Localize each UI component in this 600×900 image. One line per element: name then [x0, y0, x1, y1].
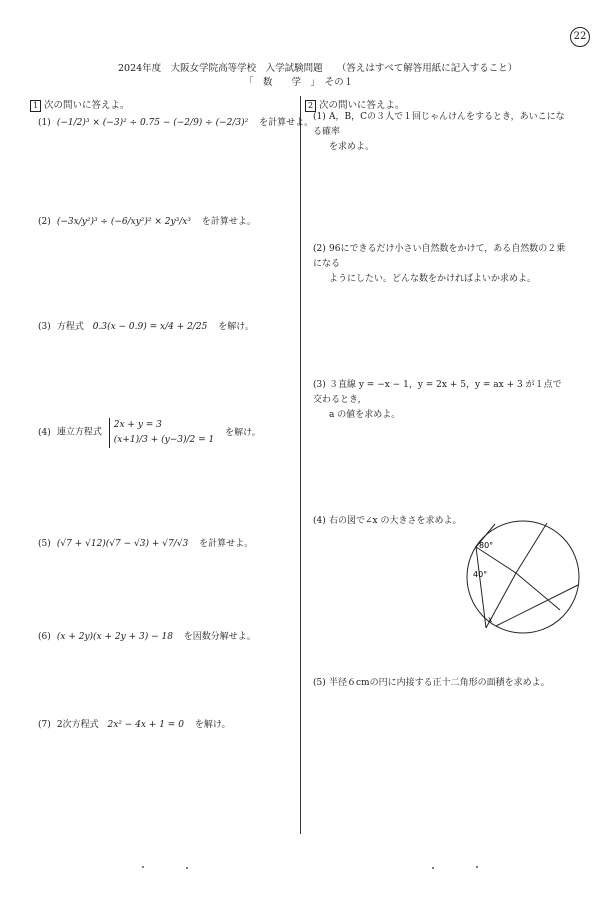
angle-label-80: 80°	[479, 541, 494, 550]
scan-dot	[142, 866, 144, 868]
section1-heading	[30, 97, 130, 112]
figure-chord-b	[476, 547, 486, 628]
question-number: (3)	[38, 322, 51, 332]
question-number: (7)	[38, 720, 51, 730]
s1-question-1	[38, 116, 313, 131]
question-prefix: 方程式	[56, 322, 84, 332]
angle-label-40: 40°	[473, 570, 488, 579]
question-expression: 2x² − 4x + 1 = 0	[107, 720, 184, 730]
question-expression: 0.3(x − 0.9) = x/4 + 2/25	[92, 322, 208, 332]
question-number: (4)	[313, 516, 326, 526]
column-divider	[300, 96, 301, 834]
s1-question-7	[38, 718, 230, 733]
page-number: 22	[570, 27, 590, 47]
question-expression: (−3x/y²)³ ÷ (−6/xy²)² × 2y³/x³	[56, 217, 191, 227]
s1-question-4	[38, 418, 261, 448]
scan-dot	[476, 866, 478, 868]
scan-dot	[186, 867, 188, 869]
scan-dot	[432, 867, 434, 869]
question-expression: (−1/2)³ × (−3)² ÷ 0.75 − (−2/9) ÷ (−2/3)²	[56, 118, 249, 128]
question-text-line1: 右の図で∠x の大きさを求めよ。	[329, 516, 462, 526]
s1-question-6	[38, 630, 256, 645]
question-text-line1: 半径６cmの円に内接する正十二角形の面積を求めよ。	[329, 678, 550, 688]
question-number: (5)	[38, 539, 51, 549]
exam-header-line1: 2024年度 大阪女学院高等学校 入学試験問題 （答えはすべて解答用紙に記入すること）	[118, 63, 518, 74]
question-number: (1)	[38, 118, 51, 128]
section1-number: 1	[30, 100, 41, 112]
s2-question-5	[313, 676, 568, 691]
question-text-line2: ようにしたい。どんな数をかければよいか求めよ。	[329, 274, 537, 284]
s1-question-5	[38, 537, 253, 552]
figure-chord-e	[516, 523, 547, 573]
question-text-line2: a の値を求めよ。	[329, 410, 401, 420]
question-instruction: を計算せよ。	[201, 217, 256, 227]
question-expression: (x + 2y)(x + 2y + 3) − 18	[56, 632, 173, 642]
question-instruction: を計算せよ。	[199, 539, 254, 549]
question-prefix: 2次方程式	[56, 720, 99, 730]
section2-title: 次の問いに答えよ。	[319, 100, 405, 111]
s2-question-2	[313, 242, 568, 287]
question-number: (5)	[313, 678, 326, 688]
question-number: (3)	[313, 380, 326, 390]
s1-question-3	[38, 320, 254, 335]
section1-title: 次の問いに答えよ。	[44, 100, 130, 111]
question-prefix: 連立方程式	[56, 427, 102, 438]
exam-header-line2: 「 数 学 」 その１	[244, 77, 354, 88]
simultaneous-equations	[109, 418, 215, 448]
question-instruction: を解け。	[194, 720, 231, 730]
question-text-line1: 96にできるだけ小さい自然数をかけて，ある自然数の２乗になる	[313, 244, 566, 269]
question-instruction: を解け。	[218, 322, 254, 332]
question-instruction: を解け。	[225, 427, 261, 438]
equation-1: 2x + y = 3	[113, 420, 162, 430]
circle-angle-figure	[455, 515, 585, 640]
s2-question-3	[313, 378, 568, 423]
s2-question-1	[313, 110, 568, 155]
question-number: (2)	[38, 217, 51, 227]
question-number: (4)	[38, 427, 51, 438]
question-number: (6)	[38, 632, 51, 642]
question-text-line2: を求めよ。	[329, 142, 375, 152]
equation-2: (x+1)/3 + (y−3)/2 = 1	[113, 435, 215, 445]
question-text-line1: ３直線 y = −x − 1，y = 2x + 5，y = ax + 3 が１点で交わるとき，	[313, 380, 562, 405]
question-text-line1: A，B，Cの３人で１回じゃんけんをするとき，あいこになる確率	[313, 112, 565, 137]
angle-label-x: x	[488, 615, 493, 624]
question-instruction: を計算せよ。	[259, 118, 314, 128]
question-instruction: を因数分解せよ。	[183, 632, 256, 642]
question-number: (1)	[313, 112, 326, 122]
question-expression: (√7 + √12)(√7 − √3) + √7/√3	[56, 539, 189, 549]
s1-question-2	[38, 215, 256, 230]
section2-number: 2	[305, 100, 316, 112]
question-number: (2)	[313, 244, 326, 254]
